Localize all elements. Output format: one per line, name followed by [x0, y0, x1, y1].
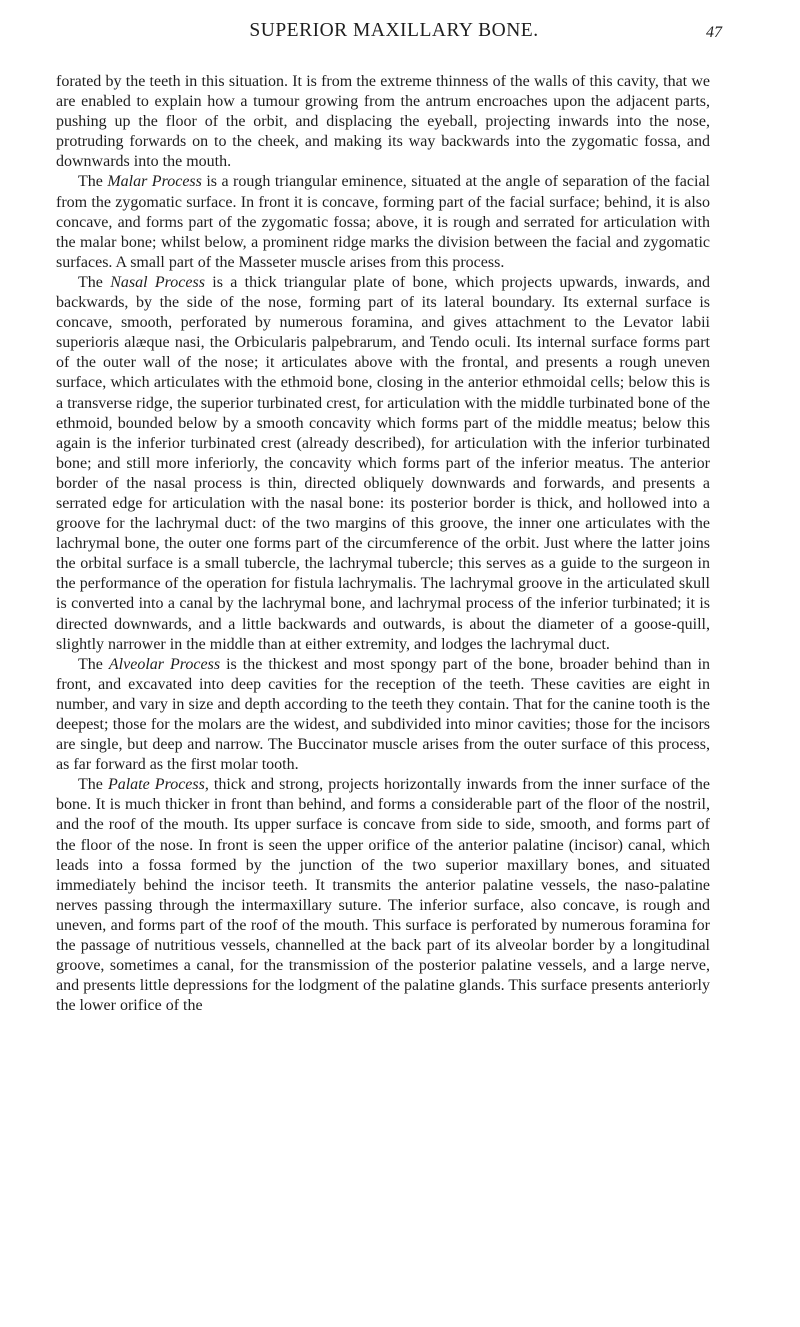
page-title: SUPERIOR MAXILLARY BONE.	[249, 20, 539, 41]
paragraph-text: is a thick triangular plate of bone, which projects upwards, inwards, and backwards, by the side of the nose, forming part of its lateral boundary. Its external surface is concave, smooth, perforated by numerous foramina, and gives attachment to the Levator labii superioris alæque nasi, the Orbicularis palpebrarum, and Tendo oculi. Its internal surface forms part of the outer wall of the nose; it articulates above with the frontal, and presents a rough uneven surface, which articulates with the ethmoid bone, closing in the anterior ethmoidal cells; below this is a transverse ridge, the superior turbinated crest, for articulation with the middle turbinated bone of the ethmoid, bounded below by a smooth concavity which forms part of the middle meatus; below this again is the inferior turbinated crest (already described), for articulation with the inferior turbinated bone; and still more inferiorly, the concavity which forms part of the inferior meatus. The anterior border of the nasal process is thin, directed obliquely downwards and forwards, and presents a serrated edge for articulation with the nasal bone: its posterior border is thick, and hollowed into a groove for the lachrymal duct: of the two margins of this groove, the inner one articulates with the lachrymal bone, the outer one forms part of the circumference of the orbit. Just where the latter joins the orbital surface is a small tubercle, the lachrymal tubercle; this serves as a guide to the surgeon in the performance of the operation for fistula lachrymalis. The lachrymal groove in the articulated skull is converted into a canal by the lachrymal bone, and lachrymal process of the inferior turbinated; it is directed downwards, and a little backwards and outwards, is about the diameter of a goose-quill, slightly narrower in the middle than at either extremity, and lodges the lachrymal duct.	[56, 273, 711, 653]
paragraph-text: is a rough triangular eminence, situated at the angle of separation of the facial from the zygomatic surface. In front it is concave, forming part of the facial surface; behind, it is also concave, and forms part of the zygomatic fossa; above, it is rough and serrated for articulation with the malar bone; whilst below, a prominent ridge marks the division between the facial and zygomatic surfaces. A small part of the Masseter muscle arises from this process.	[56, 173, 711, 271]
paragraph-antrum	[56, 72, 710, 172]
paragraph-alveolar-process: The Alveolar Process is the thickest and most spongy part of the bone, broader behind than in front, and excavated into deep cavities for the reception of the teeth. These cavities are eight in number, and vary in size and depth according to the teeth they contain. That for the canine tooth is the deepest; those for the molars are the widest, and subdivided into minor cavities; those for the incisors are single, but deep and narrow. The Buccinator muscle arises from the outer surface of this process, as far forward as the first molar tooth.	[56, 655, 711, 774]
paragraph-text: , thick and strong, projects horizontally inwards from the inner surface of the bone. It is much thicker in front than behind, and forms a considerable part of the floor of the nostril, and the roof of the mouth. Its upper surface is concave from side to side, smooth, and forms part of the floor of the nose. In front is seen the upper orifice of the anterior palatine (incisor) canal, which leads into a fossa formed by the junction of the two superior maxillary bones, and situated immediately behind the incisor teeth. It transmits the anterior palatine vessels, the naso-palatine nerves passing through the intermaxillary suture. The inferior surface, also concave, is rough and uneven, and forms part of the roof of the mouth. This surface is perforated by numerous foramina for the passage of nutritious vessels, channelled at the back part of its alveolar border by a longitudinal groove, sometimes a canal, for the transmission of the posterior palatine vessels, and a large nerve, and presents little depressions for the lodgment of the palatine glands. This surface presents anteriorly the lower orifice of the	[56, 776, 711, 1015]
paragraph-text: forated by the teeth in this situation. It is from the extreme thinness of the walls of this cavity, that we are enabled to explain how a tumour growing from the antrum encroaches upon the adjacent parts, pushing up the floor of the orbit, and displacing the eyeball, projecting inwards into the nose, protruding forwards on to the cheek, and making its way backwards into the zygomatic fossa, and downwards into the mouth.	[56, 73, 710, 171]
page-number: 47	[706, 24, 722, 41]
paragraph-text: is the thickest and most spongy part of the bone, broader behind than in front, and excavated into deep cavities for the reception of the teeth. These cavities are eight in number, and vary in size and depth according to the teeth they contain. That for the canine tooth is the deepest; those for the molars are the widest, and subdivided into minor cavities; those for the incisors are single, but deep and narrow. The Buccinator muscle arises from the outer surface of this process, as far forward as the first molar tooth.	[56, 655, 711, 774]
paragraph-nasal-process: The Nasal Process is a thick triangular plate of bone, which projects upwards, inwards, and backwards, by the side of the nose, forming part of its lateral boundary. Its external surface is concave, smooth, perforated by numerous foramina, and gives attachment to the Levator labii superioris alæque nasi, the Orbicularis palpebrarum, and Tendo oculi. Its internal surface forms part of the outer wall of the nose; it articulates above with the frontal, and presents a rough uneven surface, which articulates with the ethmoid bone, closing in the anterior ethmoidal cells; below this is a transverse ridge, the superior turbinated crest, for articulation with the middle turbinated bone of the ethmoid, bounded below by a smooth concavity which forms part of the middle meatus; below this again is the inferior turbinated crest (already described), for articulation with the inferior turbinated bone; and still more inferiorly, the concavity which forms part of the inferior meatus. The anterior border of the nasal process is thin, directed obliquely downwards and forwards, and presents a serrated edge for articulation with the nasal bone: its posterior border is thick, and hollowed into a groove for the lachrymal duct: of the two margins of this groove, the inner one articulates with the lachrymal bone, the outer one forms part of the circumference of the orbit. Just where the latter joins the orbital surface is a small tubercle, the lachrymal tubercle; this serves as a guide to the surgeon in the performance of the operation for fistula lachrymalis. The lachrymal groove in the articulated skull is converted into a canal by the lachrymal bone, and lachrymal process of the inferior turbinated; it is directed downwards, and a little backwards and outwards, is about the diameter of a goose-quill, slightly narrower in the middle than at either extremity, and lodges the lachrymal duct.	[56, 273, 711, 653]
paragraph-palate-process: The Palate Process, thick and strong, projects horizontally inwards from the inner surface of the bone. It is much thicker in front than behind, and forms a considerable part of the floor of the nostril, and the roof of the mouth. Its upper surface is concave from side to side, smooth, and forms part of the floor of the nose. In front is seen the upper orifice of the anterior palatine (incisor) canal, which leads into a fossa formed by the junction of the two superior maxillary bones, and situated immediately behind the incisor teeth. It transmits the anterior palatine vessels, the naso-palatine nerves passing through the intermaxillary suture. The inferior surface, also concave, is rough and uneven, and forms part of the roof of the mouth. This surface is perforated by numerous foramina for the passage of nutritious vessels, channelled at the back part of its alveolar border by a longitudinal groove, sometimes a canal, for the transmission of the posterior palatine vessels, and a large nerve, and presents little depressions for the lodgment of the palatine glands. This surface presents anteriorly the lower orifice of the	[56, 776, 711, 1015]
section-heading-malar-process: Malar Process	[107, 173, 202, 191]
section-heading-palate-process: Palate Process	[107, 776, 205, 794]
paragraph-malar-process: The Malar Process is a rough triangular eminence, situated at the angle of separation of the facial from the zygomatic surface. In front it is concave, forming part of the facial surface; behind, it is also concave, and forms part of the zygomatic fossa; above, it is rough and serrated for articulation with the malar bone; whilst below, a prominent ridge marks the division between the facial and zygomatic surfaces. A small part of the Masseter muscle arises from this process.	[56, 173, 711, 271]
body-text	[56, 72, 710, 1016]
running-head	[56, 14, 722, 48]
section-heading-nasal-process: Nasal Process	[110, 273, 205, 291]
section-heading-alveolar-process: Alveolar Process	[108, 655, 221, 673]
